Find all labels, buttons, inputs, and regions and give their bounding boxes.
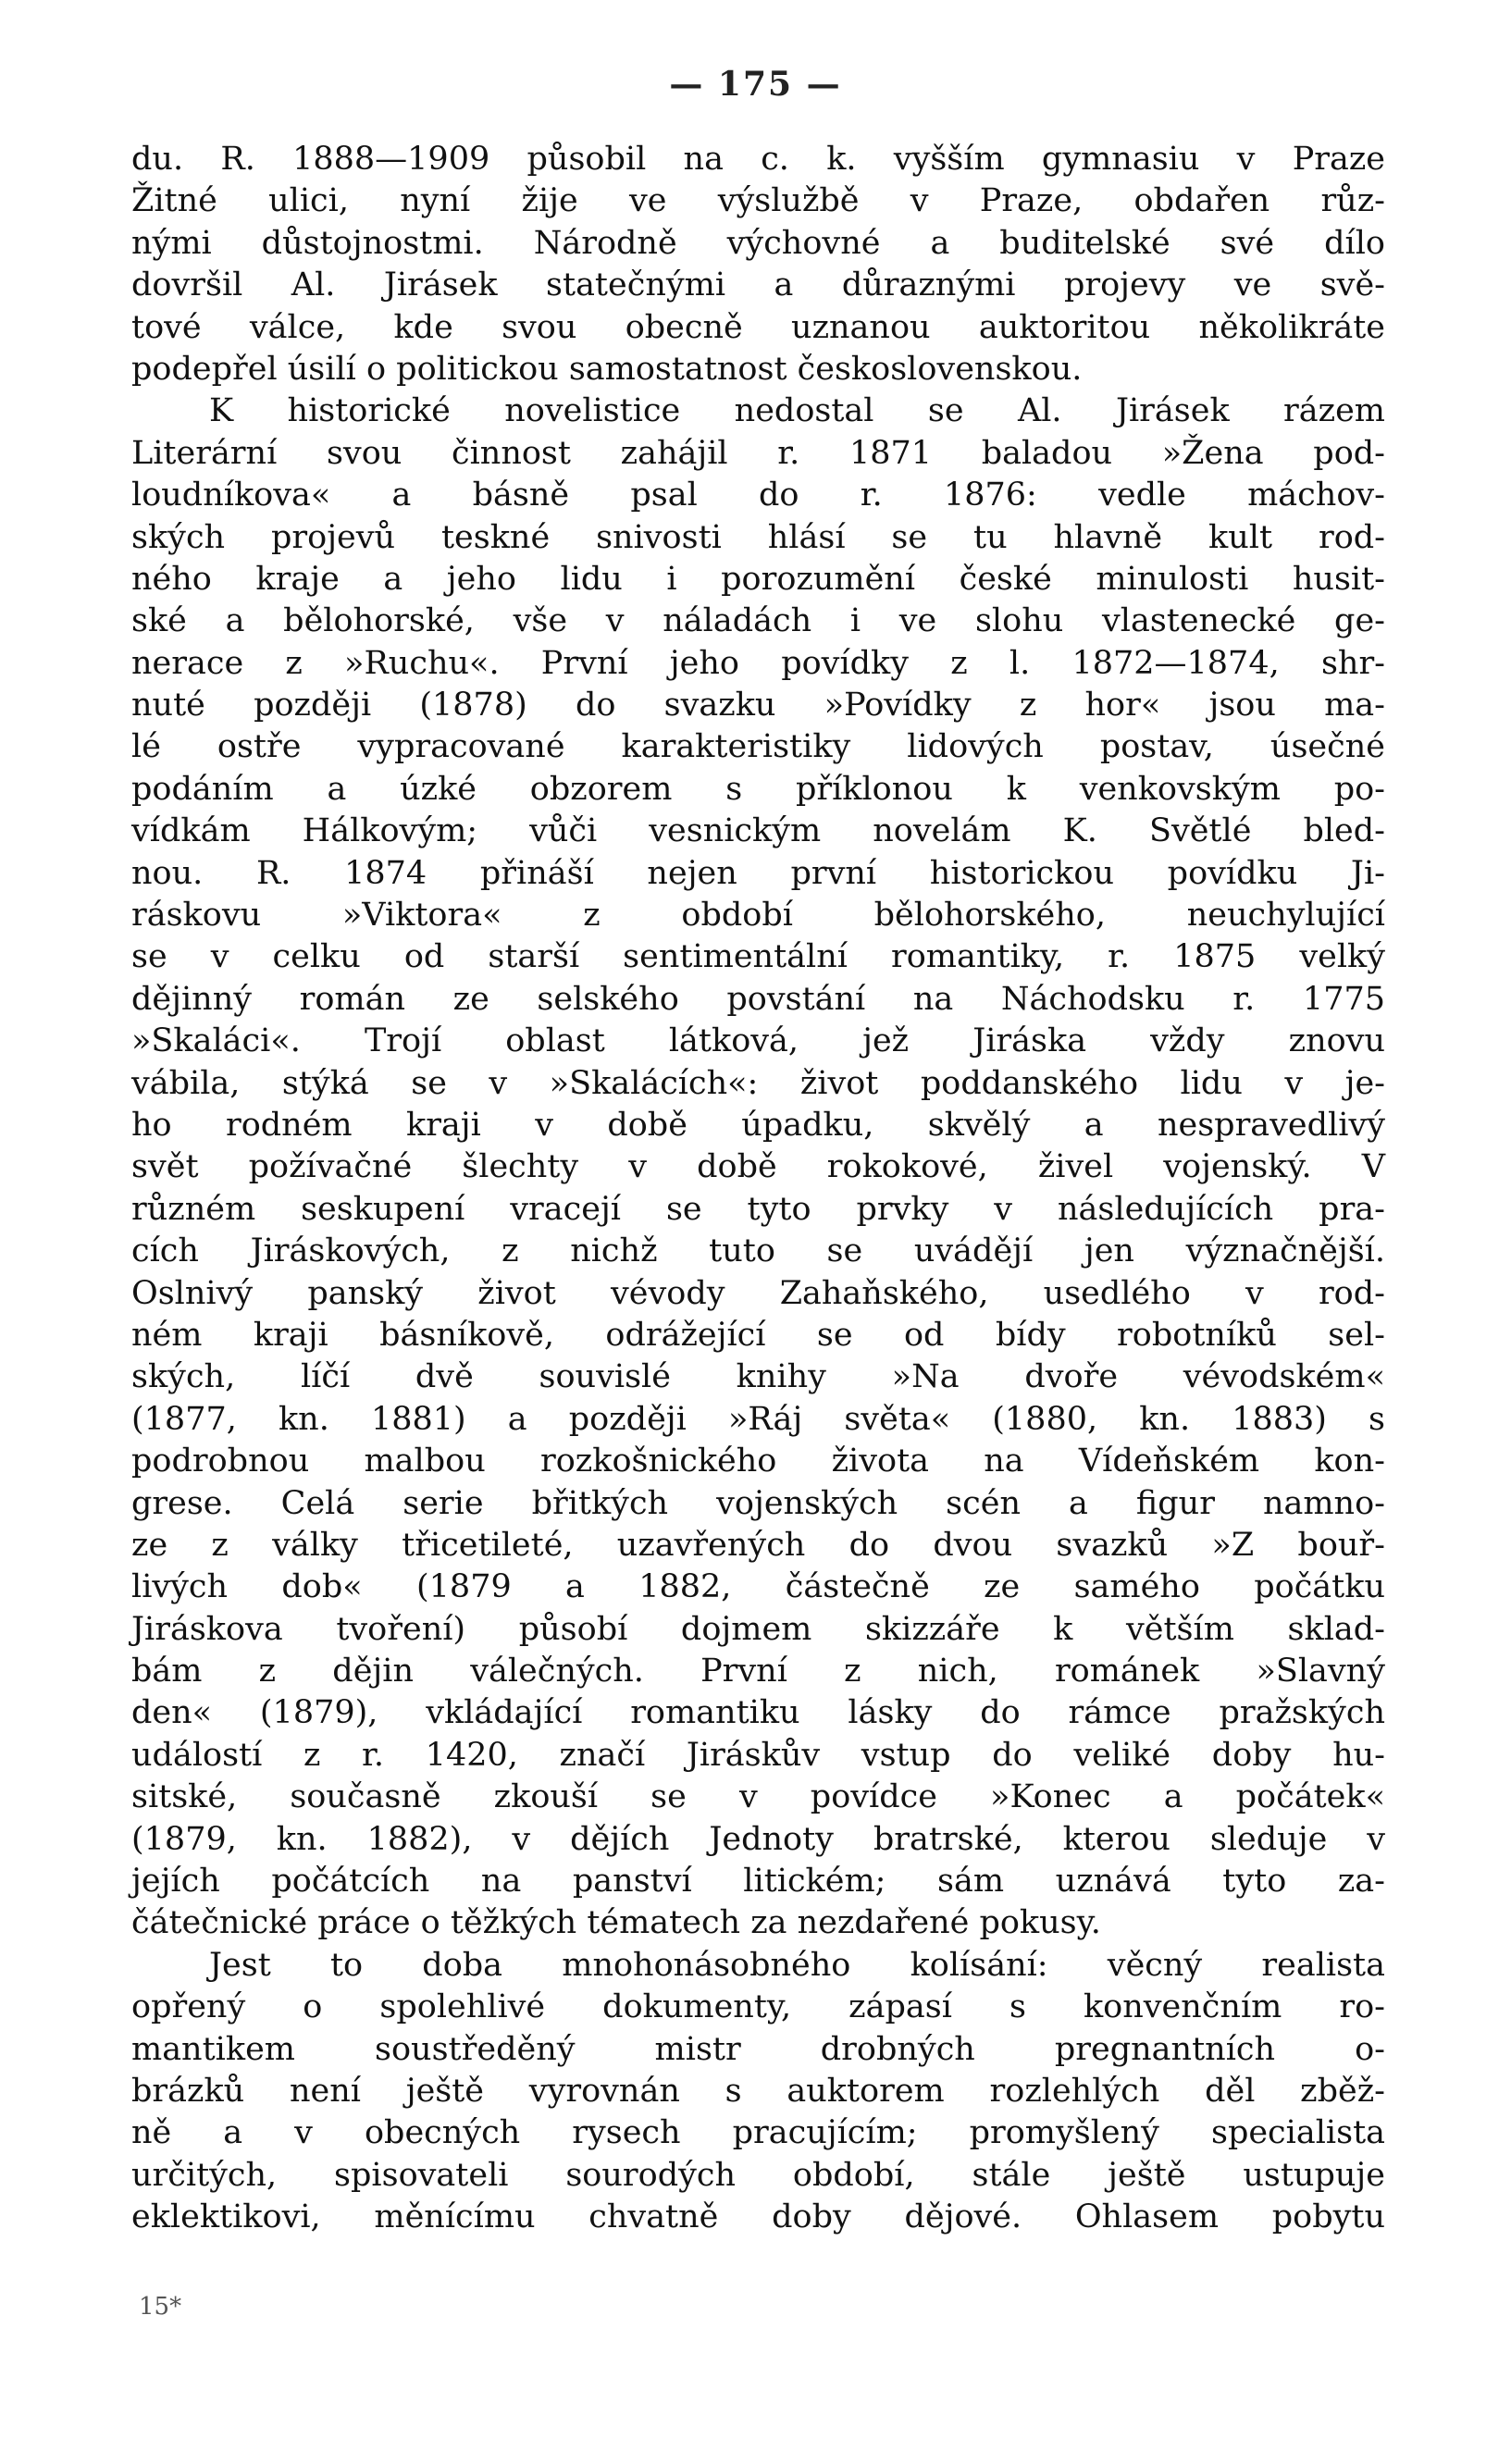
text-line: du. R. 1888—1909 působil na c. k. vyšším gymnasiu v Praze: [131, 141, 1385, 178]
text-line: nuté později (1878) do svazku »Povídky z hor« jsou ma-: [131, 687, 1385, 724]
text-line: sitské, současně zkouší se v povídce »Konec a počátek«: [131, 1778, 1385, 1816]
folio-mark: 15*: [139, 2293, 182, 2321]
text-line: grese. Celá serie břitkých vojenských scén a figur namno-: [131, 1484, 1385, 1522]
text-line: lé ostře vypracované karakteristiky lidových postav, úsečné: [131, 728, 1385, 766]
text-line: podáním a úzké obzorem s příklonou k venkovským po-: [131, 770, 1385, 808]
text-line: dovršil Al. Jirásek statečnými a důraznými projevy ve svě-: [131, 266, 1385, 304]
text-line: mantikem soustředěný mistr drobných pregnantních o-: [131, 2030, 1385, 2068]
text-line: loudníkova« a básně psal do r. 1876: vedle máchov-: [131, 477, 1385, 514]
body-text: [131, 139, 1385, 2239]
text-line: eklektikovi, měnícímu chvatně doby dějové. Ohlasem pobytu: [131, 2198, 1385, 2236]
text-line: ských projevů teskné snivosti hlásí se tu hlavně kult rod-: [131, 518, 1385, 556]
text-line: určitých, spisovateli sourodých období, stále ještě ustupuje: [131, 2156, 1385, 2194]
text-line: ských, líčí dvě souvislé knihy »Na dvoře vévodském«: [131, 1358, 1385, 1396]
text-line: ské a bělohorské, vše v náladách i ve slohu vlastenecké ge-: [131, 602, 1385, 640]
text-line: podrobnou malbou rozkošnického života na Vídeňském kon-: [131, 1442, 1385, 1480]
text-line: Literární svou činnost zahájil r. 1871 baladou »Žena pod-: [131, 434, 1385, 472]
text-line: Žitné ulici, nyní žije ve výslužbě v Praze, obdařen růz-: [131, 182, 1385, 220]
text-line: vábila, stýká se v »Skalácích«: život poddanského lidu v je-: [131, 1064, 1385, 1102]
text-line: dějinný román ze selského povstání na Náchodsku r. 1775: [131, 980, 1385, 1018]
text-line: (1879, kn. 1882), v dějích Jednoty bratrské, kterou sleduje v: [131, 1820, 1385, 1858]
text-line: Oslnivý panský život vévody Zahaňského, usedlého v rod-: [131, 1274, 1385, 1312]
text-line: opřený o spolehlivé dokumenty, zápasí s konvenčním ro-: [131, 1988, 1385, 2026]
text-line: K historické novelistice nedostal se Al. Jirásek rázem: [209, 392, 1385, 430]
text-line: vídkám Hálkovým; vůči vesnickým novelám K. Světlé bled-: [131, 812, 1385, 850]
text-line: ně a v obecných rysech pracujícím; promyšlený specialista: [131, 2114, 1385, 2152]
text-line: se v celku od starší sentimentální romantiky, r. 1875 velký: [131, 938, 1385, 976]
text-line: livých dob« (1879 a 1882, částečně ze samého počátku: [131, 1568, 1385, 1606]
text-line: den« (1879), vkládající romantiku lásky do rámce pražských: [131, 1694, 1385, 1732]
text-line: Jiráskova tvoření) působí dojmem skizzáře k větším sklad-: [131, 1610, 1385, 1648]
text-line: událostí z r. 1420, značí Jiráskův vstup do veliké doby hu-: [131, 1736, 1385, 1774]
text-line: svět požívačné šlechty v době rokokové, živel vojenský. V: [131, 1148, 1385, 1186]
text-line: Jest to doba mnohonásobného kolísání: věcný realista: [209, 1946, 1385, 1984]
text-line: nými důstojnostmi. Národně výchovné a buditelské své dílo: [131, 224, 1385, 262]
text-line: brázků není ještě vyrovnán s auktorem rozlehlých děl zběž-: [131, 2072, 1385, 2110]
text-line: ném kraji básníkově, odrážející se od bídy robotníků sel-: [131, 1316, 1385, 1354]
text-line: podepřel úsilí o politickou samostatnost československou.: [131, 350, 1083, 388]
text-line: jejích počátcích na panství litickém; sám uznává tyto za-: [131, 1863, 1385, 1901]
text-line: tové válce, kde svou obecně uznanou auktoritou několikráte: [131, 308, 1385, 346]
text-line: různém seskupení vracejí se tyto prvky v následujících pra-: [131, 1190, 1385, 1228]
text-line: (1877, kn. 1881) a později »Ráj světa« (1880, kn. 1883) s: [131, 1400, 1385, 1438]
text-line: ráskovu »Viktora« z období bělohorského, neuchylující: [131, 897, 1385, 935]
text-line: ného kraje a jeho lidu i porozumění české minulosti husit-: [131, 560, 1385, 598]
text-line: ze z války třicetileté, uzavřených do dvou svazků »Z bouř-: [131, 1526, 1385, 1564]
text-line: nou. R. 1874 přináší nejen první historickou povídku Ji-: [131, 854, 1385, 892]
text-line: nerace z »Ruchu«. První jeho povídky z l. 1872—1874, shr-: [131, 644, 1385, 682]
text-line: ho rodném kraji v době úpadku, skvělý a nespravedlivý: [131, 1106, 1385, 1144]
text-line: čátečnické práce o těžkých tématech za nezdařené pokusy.: [131, 1904, 1101, 1942]
text-line: cích Jiráskových, z nichž tuto se uvádějí jen význačnější.: [131, 1232, 1385, 1270]
text-line: »Skaláci«. Trojí oblast látková, jež Jiráska vždy znovu: [131, 1022, 1385, 1060]
page-number: — 175 —: [669, 65, 842, 104]
text-line: bám z dějin válečných. První z nich, románek »Slavný: [131, 1653, 1385, 1690]
